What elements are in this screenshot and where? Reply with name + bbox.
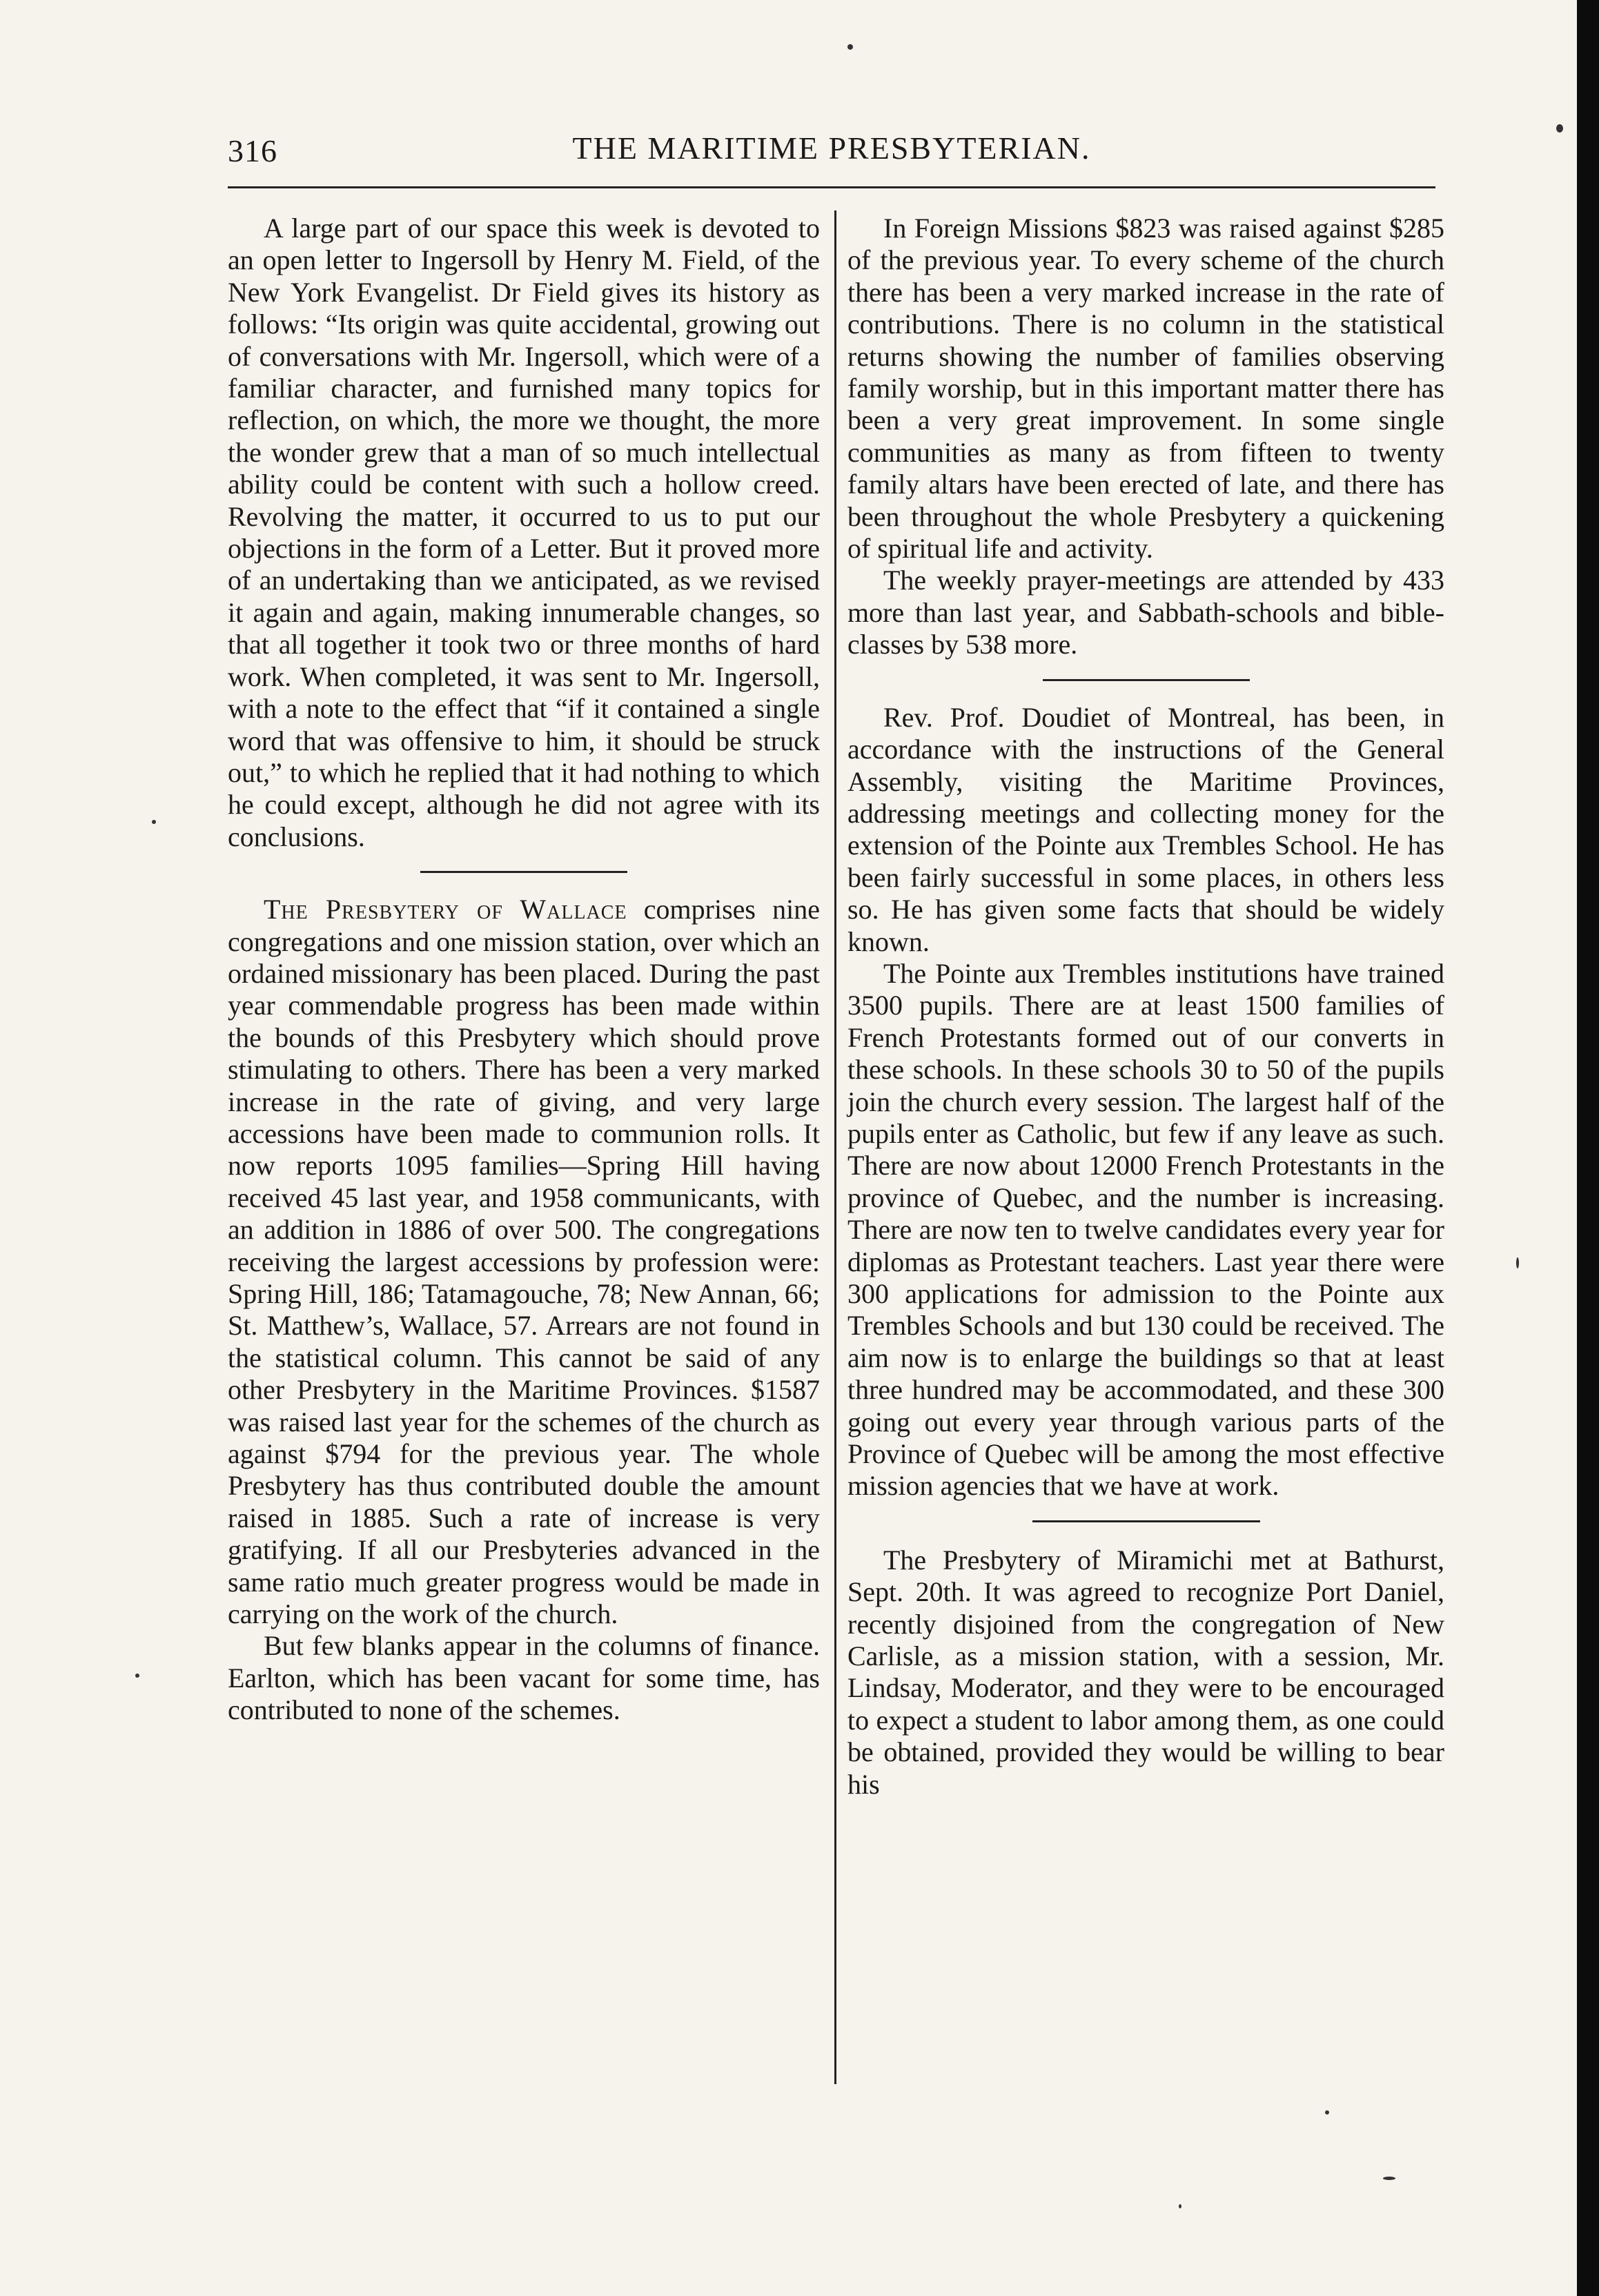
foreign-missions-paragraph: In Foreign Missions $823 was raised against $285 of the previous year. To every scheme of the church there has been a very marked increase in the rate of contributions. There is no column in the statistical returns showing the number of families observing family worship, but in this important matter there has been a very great improvement. In some single communities as many as from fifteen to twenty family altars have been erected of late, and there has been throughout the whole Presbytery a quickening of spiritual life and activity.: [847, 213, 1444, 565]
doudiet-paragraph: Rev. Prof. Doudiet of Montreal, has been, in accordance with the instructions of the General Assembly, visiting the Maritime Provinces, addressing meetings and collecting money for the extension of the Pointe aux Trembles School. He has been fairly successful in some places, in others less so. He has given some facts that should be widely known.: [847, 701, 1444, 957]
pointe-aux-trembles-paragraph: The Pointe aux Trembles institutions have trained 3500 pupils. There are at least 1500 families of French Protestants formed out of our converts in these schools. In these schools 30 to 50 of the pupils join the church every session. The largest half of the pupils enter as Catholic, but few if any leave as such. There are now about 12000 French Protestants in the province of Quebec, and the number is increasing. There are now ten to twelve candidates every year for diplomas as Protestant teachers. Last year there were 300 applications for admission to the Pointe aux Trembles Schools and but 130 could be received. The aim now is to enlarge the buildings so that at least three hundred may be accommodated, and these 300 going out every year through various parts of the Province of Quebec will be among the most effective mission agencies that we have at work.: [847, 957, 1444, 1502]
wallace-presbytery-paragraph: [228, 894, 820, 1630]
scan-speck: [1325, 2110, 1329, 2115]
earlton-paragraph: But few blanks appear in the columns of finance. Earlton, which has been vacant for some time, has contributed to none of the schemes.: [228, 1630, 820, 1726]
running-title: THE MARITIME PRESBYTERIAN.: [572, 130, 1091, 166]
right-column: [847, 213, 1444, 1801]
scan-edge-shadow: [1577, 0, 1599, 2296]
page-number: 316: [228, 133, 277, 168]
scan-speck: [135, 1674, 139, 1678]
scan-speck: [1179, 2204, 1181, 2208]
section-rule: [1043, 679, 1250, 681]
wallace-lead-in: The Presbytery of Wallace: [264, 894, 627, 925]
wallace-body: comprises nine congregations and one mission station, over which an ordained missionary has been placed. During the past year commendable progress has been made within the bounds of this Presbytery which should prove stimulating to others. There has been a very marked increase in the rate of giving, and very large accessions have been made to communion rolls. It now reports 1095 families—Spring Hill having received 45 last year, and 1958 communicants, with an addition in 1886 of over 500. The congregations receiving the largest accessions by profession were: Spring Hill, 186; Tatamagouche, 78; New Annan, 66; St. Matthew’s, Wallace, 57. Arrears are not found in the statistical column. This cannot be said of any other Presbytery in the Maritime Provinces. $1587 was raised last year for the schemes of the church as against $794 for the previous year. The whole Presbytery has thus contributed double the amount raised in 1885. Such a rate of increase is very gratifying. If all our Presbyteries advanced in the same ratio much greater progress would be made in carrying on the work of the church.: [228, 894, 820, 1630]
scan-speck: [1556, 124, 1563, 133]
column-divider: [834, 210, 836, 2084]
scan-speck: [152, 820, 156, 824]
page-header: [228, 130, 1435, 185]
ingersoll-letter-paragraph: A large part of our space this week is devoted to an open letter to Ingersoll by Henry M. Field, of the New York Evangelist. Dr Field gives its history as follows: “Its origin was quite accidental, growing out of conversations with Mr. Ingersoll, which were of a familiar character, and furnished many topics for reflection, on which, the more we thought, the more the wonder grew that a man of so much intellectual ability could be content with such a hollow creed. Revolving the matter, it occurred to us to put our objections in the form of a Letter. But it proved more of an undertaking than we anticipated, as we revised it again and again, making innumerable changes, so that all together it took two or three months of hard work. When completed, it was sent to Mr. Ingersoll, with a note to the effect that “if it contained a single word that was offensive to him, it should be struck out,” to which he replied that it had nothing to which he could except, although he did not agree with its conclusions.: [228, 213, 820, 852]
scan-speck: [1383, 2177, 1395, 2180]
scan-speck: [847, 44, 853, 50]
miramichi-paragraph: The Presbytery of Miramichi met at Bathurst, Sept. 20th. It was agreed to recognize Port Daniel, recently disjoined from the congregation of New Carlisle, as a mission station, with a session, Mr. Lindsay, Moderator, and they were to be encouraged to expect a student to labor among them, as one could be obtained, provided they would be willing to bear his: [847, 1544, 1444, 1800]
scan-speck: [1516, 1257, 1519, 1268]
left-column: [228, 213, 820, 1727]
section-rule: [420, 871, 627, 873]
section-rule: [1032, 1520, 1260, 1522]
prayer-meetings-paragraph: The weekly prayer-meetings are attended by 433 more than last year, and Sabbath-schools and bible-classes by 538 more.: [847, 565, 1444, 660]
header-rule: [228, 186, 1435, 188]
